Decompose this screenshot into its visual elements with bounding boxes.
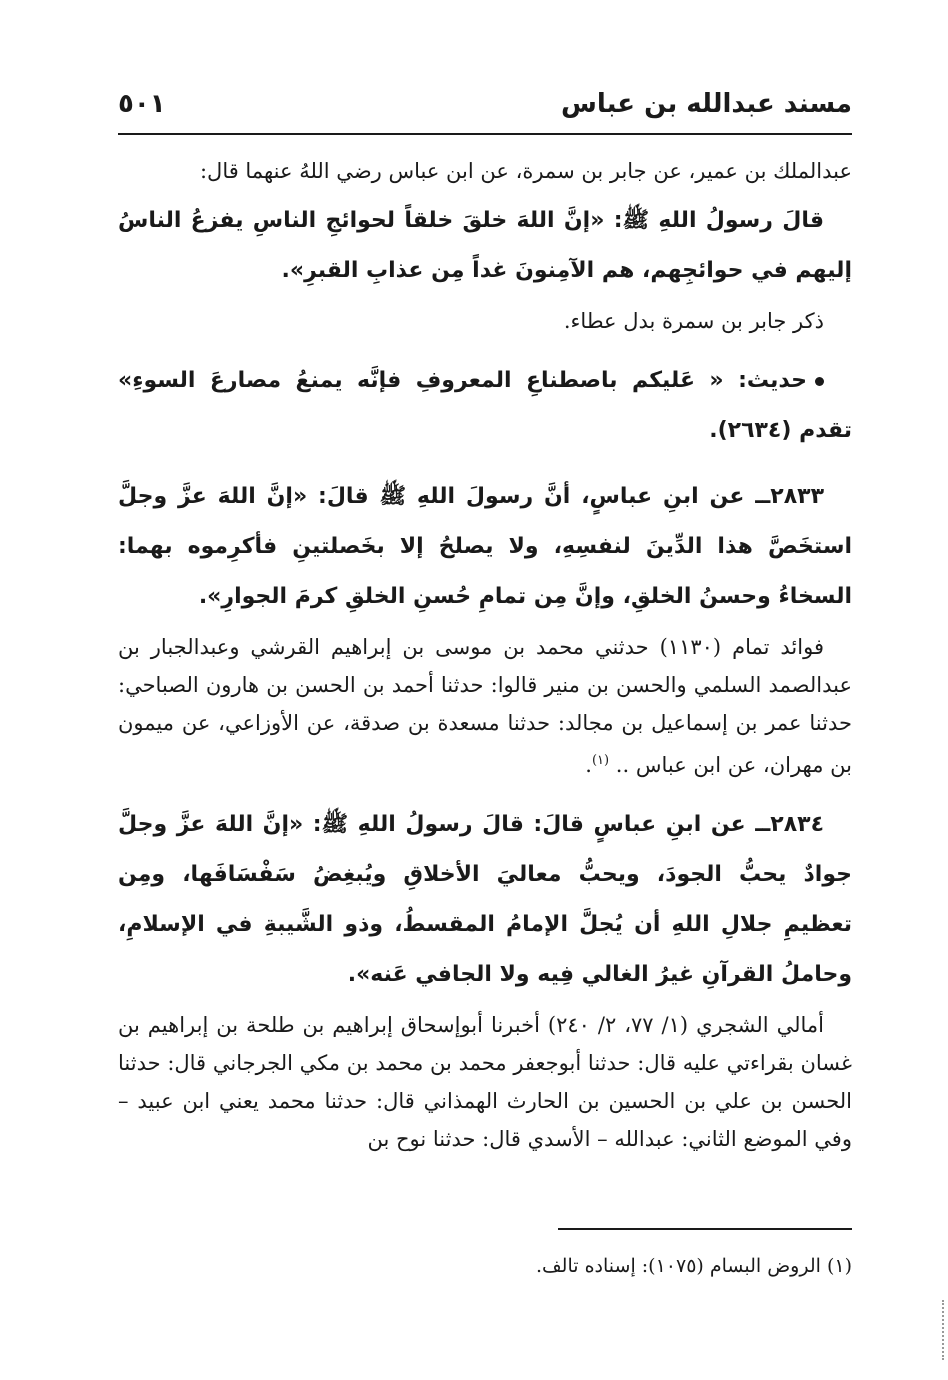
period: . [585,753,592,777]
footnote: (١) الروض البسام (١٠٧٥): إسناده تالف. [535,1255,852,1277]
running-header [118,86,852,130]
source-fawaid-text: فوائد تمام (١١٣٠) حدثني محمد بن موسى بن إبراهيم القرشي وعبدالجبار بن عبدالصمد السلمي والحسن بن منير قالوا: حدثنا أحمد بن الحسن بن هارون الصباحي: حدثنا عمر بن إسماعيل بن مجالد: حدثنا مسعدة بن صدقة، عن الأوزاعي، عن ميمون بن مهران، عن ابن عباس .. [118,635,852,777]
page-body [118,152,852,1158]
header-title: مسند عبدالله بن عباس [561,89,852,119]
footnote-ref[interactable]: (١) [591,753,610,768]
hadith-text: قالَ رسولُ اللهِ ﷺ: «إنَّ اللهَ خلقَ خلقاً لحوائجِ الناسِ يفزعُ الناسُ إليهم في حوائجِهم، هم الآمِنونَ غداً مِن عذابِ القبرِ». [118,208,852,283]
footnote-divider [558,1228,852,1230]
paragraph-source-fawaid [118,628,852,784]
header-divider [118,133,852,135]
hadith-label: حديث: [738,368,807,393]
paragraph-isnad-continuation: عبدالملك بن عمير، عن جابر بن سمرة، عن ابن عباس رضي اللهُ عنهما قال: [199,159,852,183]
paragraph-source-amali: أمالي الشجري (١/ ٧٧، ٢/ ٢٤٠) أخبرنا أبوإسحاق إبراهيم بن طلحة بن إبراهيم بن غسان بقراءتي عليه قال: حدثنا أبوجعفر محمد بن محمد بن مكي الجرجاني قال: حدثنا الحسن بن علي بن الحسين بن الحارث الهمذاني قال: حدثنا محمد يعني ابن عبيد – وفي الموضع الثاني: عبدالله – الأسدي قال: حدثنا نوح بن [118,1013,852,1151]
hadith-2834: ٢٨٣٤ــ عن ابنِ عباسٍ قالَ: قالَ رسولُ اللهِ ﷺ: «إنَّ اللهَ عزَّ وجلَّ جوادٌ يحبُّ الجودَ، ويحبُّ معاليَ الأخلاقِ ويُبغِضُ سَفْسَافَها، ومِن تعظيمِ جلالِ اللهِ أن يُجلَّ الإمامُ المقسطُ، وذو الشَّيبةِ في الإسلامِ، وحاملُ القرآنِ غيرُ الغالي فِيه ولا الجافي عَنه». [118,812,852,987]
hadith-reference-text: « عَليكم باصطناعِ المعروفِ فإنَّه يمنعُ مصارعَ السوءِ» تقدم (٢٦٣٤). [118,368,852,443]
paragraph-note: ذكر جابر بن سمرة بدل عطاء. [563,309,824,333]
scan-edge-mark [939,1300,944,1360]
hadith-cross-reference [118,356,852,456]
bullet-icon [815,377,824,386]
page-number: ٥٠١ [118,89,166,119]
hadith-2833: ٢٨٣٣ــ عن ابنِ عباسٍ، أنَّ رسولَ اللهِ ﷺ قالَ: «إنَّ اللهَ عزَّ وجلَّ استخَصَّ هذا الدِّينَ لنفسِهِ، ولا يصلحُ إلا بخَصلتينِ فأكرِموه بهما: السخاءُ وحسنُ الخلقِ، وإنَّ مِن تمامِ حُسنِ الخلقِ كرمَ الجوارِ». [118,484,852,609]
